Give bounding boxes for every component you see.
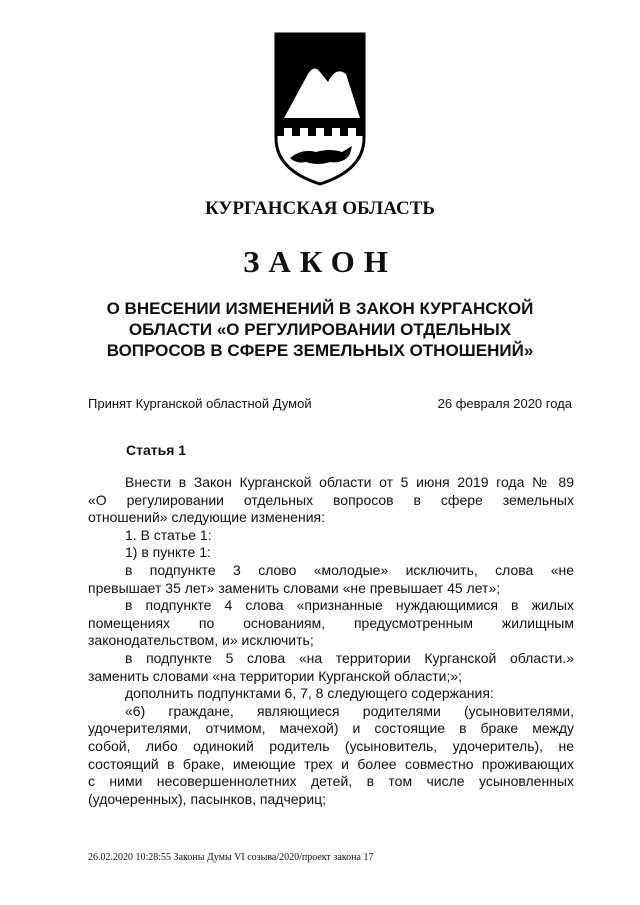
body-line: отношений» следующие изменения: <box>88 509 325 526</box>
body-line: заменить словами «на территории Курганской области;»; <box>88 667 463 684</box>
body-line: (удочеренных), пасынков, падчериц; <box>88 790 327 807</box>
subtitle-line: О ВНЕСЕНИИ ИЗМЕНЕНИЙ В ЗАКОН КУРГАНСКОЙ <box>106 299 534 318</box>
body-line: «6) граждане, являющиеся родителями (усыновителями, <box>125 702 574 719</box>
footer-stamp: 26.02.2020 10:28:55 Законы Думы VI созыва/2020/проект закона 17 <box>88 852 374 863</box>
law-subtitle <box>60 298 580 361</box>
body-line: Внести в Закон Курганской области от 5 июня 2019 года № 89 <box>125 474 574 490</box>
body-line: помещениях по основаниям, предусмотренным жилищным <box>88 614 574 631</box>
body-line: состоящий в браке, имеющие трех и более совместно проживающих <box>88 755 574 772</box>
body-line: дополнить подпунктами 6, 7, 8 следующего содержания: <box>125 685 494 702</box>
subtitle-line: ОБЛАСТИ «О РЕГУЛИРОВАНИИ ОТДЕЛЬНЫХ <box>128 320 512 339</box>
article-body <box>88 474 574 808</box>
body-line: 1. В статье 1: <box>125 526 212 543</box>
subtitle-line: ВОПРОСОВ В СФЕРЕ ЗЕМЕЛЬНЫХ ОТНОШЕНИЙ» <box>106 341 534 360</box>
body-line: 1) в пункте 1: <box>125 544 211 561</box>
body-line: в подпункте 3 слово «молодые» исключить, слова «не <box>125 561 574 578</box>
body-line: «О регулировании отдельных вопросов в сфере земельных <box>88 491 574 508</box>
region-title: КУРГАНСКАЯ ОБЛАСТЬ <box>205 198 435 219</box>
body-line: собой, либо одинокий родитель (усыновитель, удочеритель), не <box>88 737 574 754</box>
adoption-date: 26 февраля 2020 года <box>437 396 572 411</box>
body-line: удочерителями, отчимом, мачехой) и состоящие в браке между <box>88 720 574 737</box>
article-title: Статья 1 <box>126 442 187 458</box>
body-line: законодательством, и» исключить; <box>88 632 314 649</box>
law-heading: ЗАКОН <box>243 244 397 279</box>
adopted-by-text: Принят Курганской областной Думой <box>88 396 312 411</box>
coat-of-arms-emblem <box>272 30 368 188</box>
body-line: в подпункте 4 слова «признанные нуждающимися в жилых <box>125 597 574 614</box>
body-line: превышает 35 лет» заменить словами «не превышает 45 лет»; <box>88 579 501 596</box>
body-line: в подпункте 5 слова «на территории Курганской области.» <box>125 649 574 666</box>
body-line: с ними несовершеннолетних детей, в том числе усыновленных <box>88 773 574 790</box>
